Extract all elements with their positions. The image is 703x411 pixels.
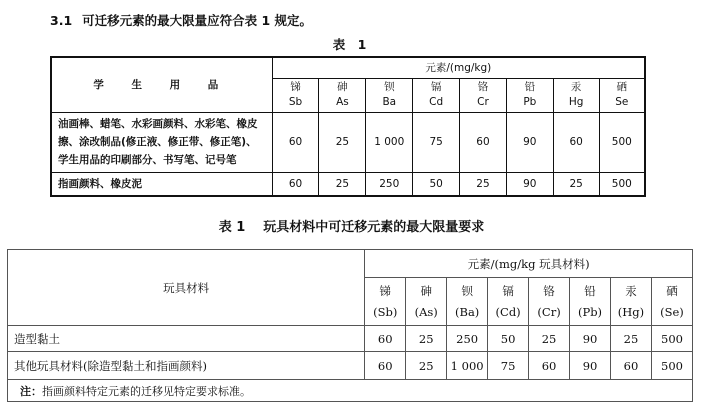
value-cell: 250 [366,172,413,196]
element-symbol: Cd [429,96,444,108]
element-name: 砷 [337,81,348,93]
element-name: 汞 [625,283,637,298]
element-symbol: (As) [414,304,438,319]
value-cell: 25 [406,352,447,380]
element-name: 砷 [420,283,432,298]
value-cell: 25 [529,326,570,352]
element-name: 铬 [543,283,555,298]
element-header-cd [488,278,529,326]
table2-row-label: 造型黏土 [8,326,365,352]
value-cell: 25 [319,112,366,172]
table2-header-left: 玩具材料 [8,250,365,326]
table2-title [0,216,703,235]
value-cell: 50 [488,326,529,352]
element-header-cr [460,78,507,112]
value-cell: 500 [651,326,692,352]
category-line: 擦、涂改制品(修正液、修正带、修正笔)、 [58,136,257,148]
value-cell: 60 [365,352,406,380]
element-symbol: Sb [288,96,303,108]
table2-number: 表 1 [218,220,246,235]
value-cell: 90 [506,112,553,172]
table1 [50,56,646,197]
element-header-as [319,78,366,112]
value-cell: 60 [272,112,319,172]
value-cell: 90 [506,172,553,196]
category-line: 油画棒、蜡笔、水彩画颜料、水彩笔、橡皮 [58,118,258,130]
value-cell: 1 000 [447,352,488,380]
value-cell: 75 [488,352,529,380]
table-row [8,326,693,352]
value-cell: 25 [406,326,447,352]
value-cell: 25 [610,326,651,352]
category-line: 指画颜料、橡皮泥 [58,177,142,190]
clause-number: 3.1 [50,13,73,28]
value-cell: 500 [599,112,645,172]
element-symbol: (Pb) [577,304,603,319]
element-symbol: (Ba) [455,304,480,319]
element-header-cd [413,78,460,112]
element-name: 锑 [290,81,301,93]
value-cell: 60 [272,172,319,196]
element-header-as [406,278,447,326]
element-header-cr [529,278,570,326]
element-header-sb [272,78,319,112]
element-symbol: (Cr) [537,304,561,319]
element-name: 汞 [570,81,582,93]
value-cell: 500 [599,172,645,196]
element-symbol: Cr [477,96,489,108]
table2-note [8,380,693,402]
table1-title: 表 1 [332,37,371,52]
table1-row-category [51,112,272,172]
element-symbol: Pb [523,96,537,108]
value-cell: 60 [529,352,570,380]
element-symbol: Ba [382,96,397,108]
element-header-se [651,278,692,326]
element-symbol: As [336,96,349,108]
value-cell: 60 [610,352,651,380]
element-name: 镉 [430,81,442,93]
element-header-ba [366,78,413,112]
value-cell: 25 [553,172,599,196]
table-row [51,172,645,196]
value-cell: 1 000 [366,112,413,172]
value-cell: 60 [553,112,599,172]
value-cell: 75 [413,112,460,172]
element-name: 锑 [379,283,391,298]
table1-row-category [51,172,272,196]
clause-heading [50,11,312,29]
value-cell: 90 [570,326,611,352]
value-cell: 60 [460,112,507,172]
value-cell: 60 [365,326,406,352]
element-header-pb [570,278,611,326]
element-symbol: Hg [568,96,584,108]
element-name: 钡 [384,81,395,93]
element-symbol: (Se) [660,304,684,319]
note-text: 指画颜料特定元素的迁移见特定要求标准。 [42,384,251,398]
value-cell: 250 [447,326,488,352]
clause-text: 可迁移元素的最大限量应符合表 1 规定。 [82,13,313,28]
element-name: 钡 [461,283,473,298]
element-symbol: Se [615,96,629,108]
value-cell: 25 [319,172,366,196]
table1-header-group: 元素/(mg/kg) [272,57,645,78]
table-row [51,112,645,172]
element-header-se [599,78,645,112]
value-cell: 25 [460,172,507,196]
element-symbol: (Sb) [373,304,398,319]
table2-title-text: 玩具材料中可迁移元素的最大限量要求 [263,220,485,235]
element-name: 铬 [477,81,489,93]
element-name: 铅 [524,81,536,93]
note-label: 注： [20,384,42,398]
element-symbol: (Hg) [617,304,645,319]
value-cell: 500 [651,352,692,380]
element-symbol: (Cd) [495,304,521,319]
element-header-sb [365,278,406,326]
element-header-hg [610,278,651,326]
table2 [7,249,693,402]
value-cell: 90 [570,352,611,380]
element-name: 硒 [666,283,678,298]
element-header-hg [553,78,599,112]
element-name: 镉 [502,283,514,298]
element-name: 铅 [584,283,596,298]
table1-header-left: 学 生 用 品 [51,57,272,112]
table2-header-group: 元素/(mg/kg 玩具材料) [365,250,693,278]
element-header-pb [506,78,553,112]
category-line: 学生用品的印刷部分、书写笔、记号笔 [58,154,237,166]
table-row [8,352,693,380]
table2-row-label: 其他玩具材料(除造型黏土和指画颜料) [8,352,365,380]
element-header-ba [447,278,488,326]
element-name: 硒 [616,81,628,93]
value-cell: 50 [413,172,460,196]
